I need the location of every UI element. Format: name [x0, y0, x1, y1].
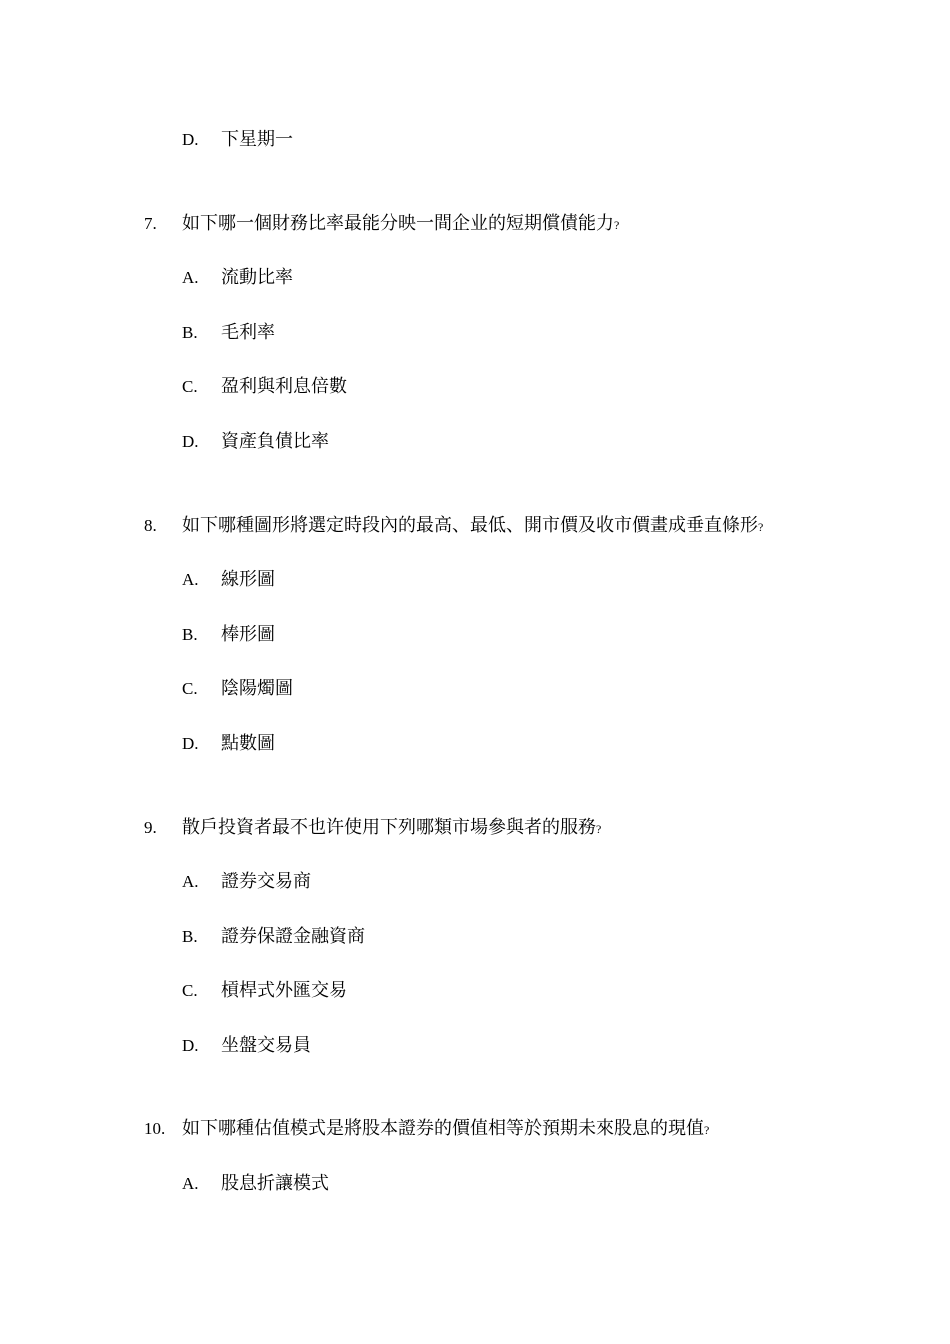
option-text: 流動比率	[221, 267, 293, 288]
question-mark: ?	[596, 822, 602, 836]
option-text: 陰陽燭圖	[221, 678, 293, 699]
question-mark: ?	[704, 1123, 710, 1137]
question-text: 如下哪種圖形將選定時段內的最高、最低、開市價及收市價畫成垂直條形?	[182, 515, 764, 536]
option-text: 點數圖	[221, 733, 275, 754]
option-letter: D.	[182, 130, 199, 149]
option-text: 下星期一	[221, 129, 293, 150]
question-number: 10.	[144, 1119, 166, 1138]
option-text: 證券保證金融資商	[221, 926, 365, 947]
option-letter: B.	[182, 625, 198, 644]
option-letter: A.	[182, 872, 199, 891]
question-number: 8.	[144, 516, 157, 535]
question-number: 9.	[144, 818, 157, 837]
question-text: 散戶投資者最不也许使用下列哪類市場參與者的服務?	[182, 817, 602, 838]
option-text: 資產負債比率	[221, 431, 329, 452]
option-text: 毛利率	[221, 322, 275, 343]
option-text: 坐盤交易員	[221, 1035, 311, 1056]
option-letter: C.	[182, 679, 198, 698]
option-letter: C.	[182, 377, 198, 396]
option-letter: B.	[182, 927, 198, 946]
option-letter: D.	[182, 734, 199, 753]
option-letter: A.	[182, 570, 199, 589]
option-letter: A.	[182, 1174, 199, 1193]
question-mark: ?	[614, 218, 620, 232]
option-letter: B.	[182, 323, 198, 342]
question-text: 如下哪種估值模式是將股本證券的價值相等於預期未來股息的現值?	[182, 1118, 710, 1139]
question-text: 如下哪一個財務比率最能分映一間企业的短期償債能力?	[182, 213, 620, 234]
option-text: 盈利與利息倍數	[221, 376, 347, 397]
option-text: 槓桿式外匯交易	[221, 980, 347, 1001]
option-text: 棒形圖	[221, 624, 275, 645]
option-letter: D.	[182, 1036, 199, 1055]
question-number: 7.	[144, 214, 157, 233]
option-text: 股息折讓模式	[221, 1173, 329, 1194]
option-letter: C.	[182, 981, 198, 1000]
option-text: 線形圖	[221, 569, 275, 590]
question-mark: ?	[758, 520, 764, 534]
option-letter: A.	[182, 268, 199, 287]
option-text: 證券交易商	[221, 871, 311, 892]
option-letter: D.	[182, 432, 199, 451]
